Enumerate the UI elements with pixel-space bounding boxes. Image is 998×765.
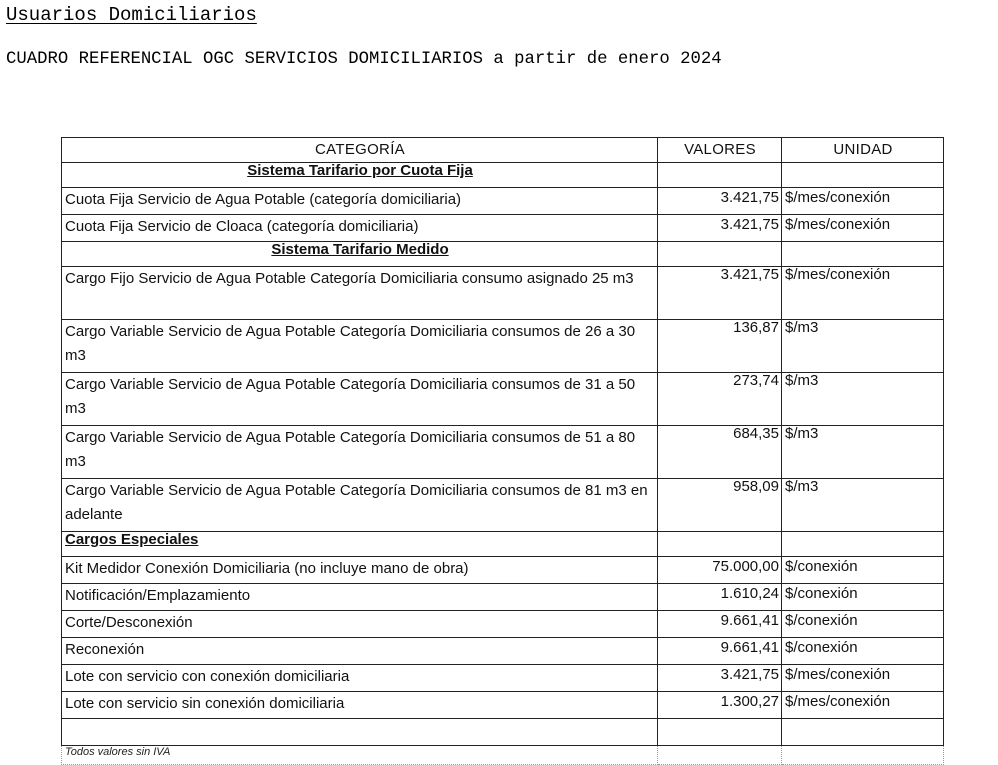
section-title: Sistema Tarifario Medido [62, 242, 658, 267]
table-row [62, 638, 944, 665]
row-category [62, 719, 658, 746]
document-title: Usuarios Domiciliarios [6, 4, 257, 26]
row-value: 684,35 [658, 426, 782, 479]
table-row [62, 426, 944, 479]
empty-cell [782, 242, 944, 267]
row-value: 3.421,75 [658, 267, 782, 320]
table-row [62, 267, 944, 320]
row-unit: $/m3 [782, 373, 944, 426]
tariff-table [61, 137, 944, 765]
row-value: 9.661,41 [658, 611, 782, 638]
table-row [62, 557, 944, 584]
table-row [62, 215, 944, 242]
row-value: 3.421,75 [658, 215, 782, 242]
table-row [62, 320, 944, 373]
table-row [62, 692, 944, 719]
section-row-cuota-fija [62, 163, 944, 188]
table-header-row [62, 138, 944, 163]
row-category: Lote con servicio sin conexión domiciliaria [62, 692, 658, 719]
row-category: Cargo Variable Servicio de Agua Potable Categoría Domiciliaria consumos de 81 m3 en adelante [62, 479, 658, 532]
row-unit: $/mes/conexión [782, 692, 944, 719]
section-title: Sistema Tarifario por Cuota Fija [62, 163, 658, 188]
row-category: Kit Medidor Conexión Domiciliaria (no incluye mano de obra) [62, 557, 658, 584]
row-category: Cargo Variable Servicio de Agua Potable Categoría Domiciliaria consumos de 31 a 50 m3 [62, 373, 658, 426]
row-unit: $/mes/conexión [782, 188, 944, 215]
table-row [62, 373, 944, 426]
empty-cell [658, 163, 782, 188]
row-category: Cuota Fija Servicio de Cloaca (categoría domiciliaria) [62, 215, 658, 242]
empty-cell [782, 532, 944, 557]
row-value: 1.300,27 [658, 692, 782, 719]
row-unit: $/conexión [782, 557, 944, 584]
row-unit: $/m3 [782, 320, 944, 373]
footnote-row [62, 746, 944, 765]
section-row-medido [62, 242, 944, 267]
empty-cell [658, 746, 782, 765]
row-unit: $/mes/conexión [782, 665, 944, 692]
row-category: Cargo Variable Servicio de Agua Potable Categoría Domiciliaria consumos de 51 a 80 m3 [62, 426, 658, 479]
row-category: Corte/Desconexión [62, 611, 658, 638]
row-unit: $/mes/conexión [782, 267, 944, 320]
table-row [62, 611, 944, 638]
row-category: Notificación/Emplazamiento [62, 584, 658, 611]
row-unit: $/conexión [782, 611, 944, 638]
row-value: 136,87 [658, 320, 782, 373]
row-value: 1.610,24 [658, 584, 782, 611]
table-row [62, 584, 944, 611]
section-row-cargos-especiales [62, 532, 944, 557]
row-unit: $/mes/conexión [782, 215, 944, 242]
row-unit: $/m3 [782, 426, 944, 479]
row-unit: $/conexión [782, 584, 944, 611]
row-category: Cargo Variable Servicio de Agua Potable Categoría Domiciliaria consumos de 26 a 30 m3 [62, 320, 658, 373]
row-value: 75.000,00 [658, 557, 782, 584]
table-row [62, 188, 944, 215]
table-row [62, 479, 944, 532]
section-title: Cargos Especiales [62, 532, 658, 557]
row-category: Cuota Fija Servicio de Agua Potable (categoría domiciliaria) [62, 188, 658, 215]
row-category: Lote con servicio con conexión domiciliaria [62, 665, 658, 692]
row-value: 9.661,41 [658, 638, 782, 665]
row-value: 273,74 [658, 373, 782, 426]
table-row [62, 665, 944, 692]
row-value [658, 719, 782, 746]
empty-cell [782, 163, 944, 188]
row-category: Cargo Fijo Servicio de Agua Potable Categoría Domiciliaria consumo asignado 25 m3 [62, 267, 658, 320]
document-subtitle: CUADRO REFERENCIAL OGC SERVICIOS DOMICILIARIOS a partir de enero 2024 [6, 50, 722, 69]
footnote: Todos valores sin IVA [62, 746, 658, 765]
row-unit: $/m3 [782, 479, 944, 532]
empty-cell [782, 746, 944, 765]
header-value: VALORES [658, 138, 782, 163]
empty-cell [658, 242, 782, 267]
header-unit: UNIDAD [782, 138, 944, 163]
header-category: CATEGORÍA [62, 138, 658, 163]
row-category: Reconexión [62, 638, 658, 665]
table-row [62, 719, 944, 746]
empty-cell [658, 532, 782, 557]
row-value: 3.421,75 [658, 665, 782, 692]
row-unit: $/conexión [782, 638, 944, 665]
row-unit [782, 719, 944, 746]
row-value: 958,09 [658, 479, 782, 532]
row-value: 3.421,75 [658, 188, 782, 215]
